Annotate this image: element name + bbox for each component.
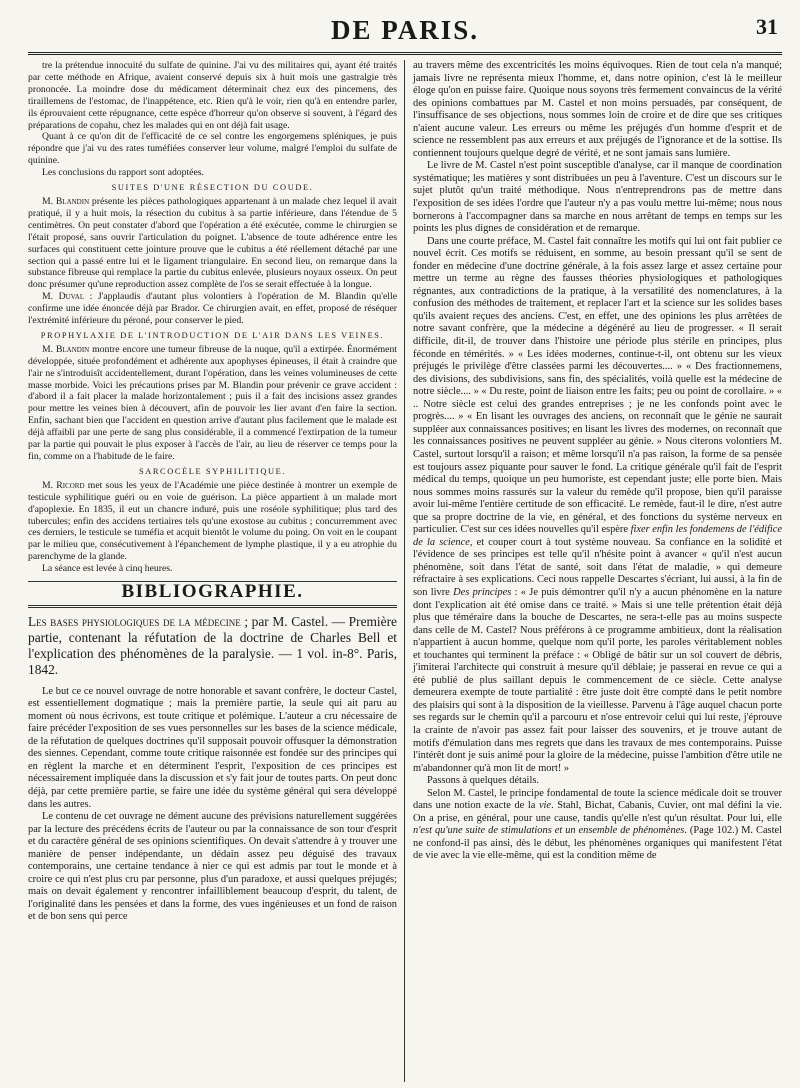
paragraph: au travers même des excentricités les moins équivoques. Rien de tout cela n'a manqué; jamais livre ne représenta mieux l'homme, et, dans notre opinion, c'est là le meilleur éloge qu'on en puisse faire. Quoique nous soyons très fermement convaincus de la vérité des opinions combattues par M. Castel et non moins persuadés, par conséquent, de l'insuffisance de ses objections, nous sommes loin de croire et de dire que ses critiques n'aient aucune valeur. Les erreurs ou même les préjugés d'un homme d'esprit et de science ne ressemblent pas aux erreurs et aux préjugés de l'ignorance et de la sottise. Ils contiennent toujours quelque degré de vérité, et ne sont jamais sans lumière. [413, 60, 782, 159]
paragraph [28, 291, 397, 327]
italic-text: fixer enfin les fondemens de l'édifice de la science [413, 524, 782, 548]
paragraph-text: : J'applaudis d'autant plus volontiers à l'opération de M. Blandin qu'elle confirme une idée énoncée déjà par Brador. Ce chirurgien avait, en effet, proposé de réséquer l'extrémité inférieure du péroné, pour conserver le pied. [28, 291, 397, 327]
paragraph: Quant à ce qu'on dit de l'efficacité de ce sel contre les engorgemens spléniques, je puis répondre que j'ai vu des rates tuméfiées conserver leur volume, malgré l'emploi du sulfate de quinine. [28, 131, 397, 167]
page-number: 31 [756, 14, 778, 39]
masthead [28, 8, 782, 55]
paragraph [413, 788, 782, 863]
left-column [28, 60, 405, 1082]
speaker-name: M. Ricord [42, 479, 85, 491]
book-title-main: Les bases physiologiques de la médecine [28, 613, 241, 629]
italic-text: vie [538, 800, 552, 812]
paragraph-text: met sous les yeux de l'Académie une pièce destinée à montrer un exemple de testicule syphilitique guéri ou en voie de guérison. La pièce appartient à un malade mort d'apoplexie. En 1835, il eut un chancre induré, puis une roséole syphilitique; plus tard des tubercules; enfin des accidens tertiaires tels qu'une exostose au cubitus ; concurremment avec ces derniers, le testicule se tuméfia et acquit bientôt le volume du poing. On voit en le coupant par le milieu que, consécutivement à l'épanchement de lymphe plastique, il y a eu atrophie du parenchyme de la glande. [28, 479, 397, 563]
paragraph-text: . (Page 102.) M. Castel ne confond-il pas ainsi, dès le début, les phénomènes organiques qui manifestent l'état de vie avec la vie elle-même, qui est la condition même de [413, 825, 782, 862]
newspaper-page [28, 8, 782, 1082]
page-title: DE PARIS. [330, 14, 480, 45]
book-title-rest: ; par M. Castel. — Première partie, contenant la réfutation de la doctrine de Charles Bell et l'explication des phénomènes de la paralysie. — 1 vol. in-8°. Paris, 1842. [28, 613, 398, 677]
bibliography-heading: BIBLIOGRAPHIE. [121, 581, 304, 603]
book-title [28, 614, 397, 678]
speaker-name: M. Blandin [42, 195, 90, 207]
italic-text: n'est qu'une suite de stimulations et un ensemble de phénomènes [413, 825, 685, 837]
paragraph [28, 344, 397, 463]
divider [28, 605, 397, 608]
right-column [405, 60, 782, 1082]
paragraph-text: Selon M. Castel, le principe fondamental de toute la science médicale doit se trouver dans une notion exacte de la [413, 787, 782, 812]
paragraph: Le but ce ce nouvel ouvrage de notre honorable et savant confrère, le docteur Castel, est essentiellement dogmatique ; mais la première partie, la seule qui ait paru au moment où nous écrivons, est toute critique et polémique. L'auteur a cru nécessaire de faire précéder l'exposition de ses vues personnelles sur les bases de la science médicale, de la réfutation de quelques doctrines qu'il supposait pouvoir offusquer la démonstration des siennes. Cependant, comme toute critique raisonnée est fondée sur des principes qui en règlent la marche et en déterminent l'esprit, l'exposition de ces principes est nécessairement impliquée dans la discussion et s'y fait jour de toutes parts. On peut donc déjà, par cette première partie, se faire une idée du système général qui sera développé dans les autres. [28, 685, 397, 810]
paragraph [28, 196, 397, 291]
paragraph: Le livre de M. Castel n'est point susceptible d'analyse, car il manque de coordination systématique; les matières y sont distribuées un peu à l'aventure. C'est un discours sur le sujet plutôt qu'un traité méthodique. Nous n'entreprendrons pas de mettre dans l'exposition de ses idées l'ordre que l'auteur n'y a pas voulu mettre lui-même; nous nous bornerons à l'accompagner dans sa marche en nous arrêtant de temps en temps sur les points les plus dignes de considération et de remarque. [413, 160, 782, 235]
paragraph-text: présente les pièces pathologiques appartenant à un malade chez lequel il avait pratiqué, il y a huit mois, la résection du cubitus à sa partie inférieure, dans l'étendue de 5 centimètres. On peut constater d'abord que l'opération a été exécutée, comme le chirurgien se l'était proposé, sans ouvrir l'articulation du poignet. L'absence de toute adhérence entre les surfaces qui constituent cette jointure prouve que le cubitus a été réellement détaché par une section qui a passé entre lui et le ligament triangulaire. En second lieu, on remarque dans la substance fibreuse qui remplace la partie du cubitus enlevée, plusieurs noyaux osseux. On peut donc présumer qu'une reproduction assez complète de l'os se serait effectuée à la longue. [28, 195, 397, 291]
paragraph-text: : « Je puis démontrer qu'il n'y a aucun phénomène en la nature dont l'explication ait été omise dans ce traité. » Mais si une telle prétention était déjà plus que téméraire dans la bouche de Descartes, ne sera-t-elle pas au moins suspecte dans celle de M. Castel? Nous préférons à ce programme ambitieux, dont la réalisation n'appartient à aucun homme, quelque nom qu'il porte, les paroles véritablement nobles et touchantes qui terminent la préface : « Obligé de bâtir sur un sol couvert de débris, j'imiterai l'architecte qui construit à mesure qu'il déblaie; je passerai en revue ce qui a été publié de plus saillant depuis le commencement de ce siècle. Cette analyse demeurera exempte de toute partialité : être juste doit être compté dans le petit nombre des plaisirs qui sont à la disposition de la vieillesse. Parvenu à l'âge auquel chacun porte ses regards sur le chemin qu'il a parcouru et n'ose entrevoir celui qui lui reste, j'éprouve la crainte de n'avoir pas assez fait pour laisser des souvenirs, et je trouve autant de motifs d'émulation dans mes regrets que dans les travaux de mes contemporains. Puisse l'intérêt dont je suis animé pour la gloire de la médecine, puisse l'ambition d'être utile ne m'abandonner qu'à mon lit de mort! » [413, 586, 782, 774]
paragraph-text: , et couper court à tout système nouveau. Sa confiance en la solidité et l'évidence de ses principes est telle qu'il n'hésite point à avancer « qu'il n'est aucun phénomène, soit dans l'état de santé, soit dans l'état de maladie, » qui demeure réfractaire à ses explications. Ceci nous rappelle Descartes s'écriant, lui aussi, à la fin de son livre [413, 536, 782, 598]
section-heading: PROPHYLAXIE DE L'INTRODUCTION DE L'AIR DANS LES VEINES. [40, 330, 385, 340]
paragraph [413, 236, 782, 776]
italic-text: Des principes [453, 586, 512, 598]
academy-report [28, 60, 397, 575]
paragraph: Le contenu de cet ouvrage ne dément aucune des prévisions naturellement suggérées par la lecture des précédens écrits de l'auteur ou par la connaissance de son tour d'esprit et du caractère général de ses opinions scientifiques. On devait s'attendre à y trouver une manière de penser indépendante, un dédain assez peu déguisé des travaux contemporains, une certaine tendance à nier ce qui est admis par tout le monde et à croire ce qui n'est plus cru par personne, plus d'un paradoxe, et aussi quelques préjugés; mais on devait également y rencontrer infailliblement beaucoup d'esprit, du talent, de l'originalité dans les pensées et dans la forme, des vues ingénieuses et un fond de raison et de bon sens qui perce [28, 811, 397, 923]
paragraph-text: montre encore une tumeur fibreuse de la nuque, qu'il a extirpée. Énormément développée, située profondément et adhérente aux apophyses épineuses, il était à craindre que l'air ne s'introduisît accidentellement, durant l'opération, dans les veines volumineuses de cette masse morbide. Voici les précautions prises par M. Blandin pour prévenir ce grave accident : d'abord il a fait placer la malade horizontalement ; puis il a fait des incisions assez grandes pour mettre les veines bien à découvert, afin de pouvoir les lier avant d'en faire la section. Enfin, sachant bien que l'accident en question arrive d'autant plus facilement que le malade est déjà affaibli par une perte de sang plus considérable, il a commencé l'extirpation de la tumeur par la partie qui pouvait le plus exposer à l'accès de l'air, au lieu de réserver ce temps pour la fin, comme on a l'habitude de le faire. [28, 343, 397, 462]
paragraph: Passons à quelques détails. [427, 775, 539, 787]
speaker-name: M. Blandin [42, 343, 90, 355]
section-heading: SUITES D'UNE RÉSECTION DU COUDE. [111, 183, 314, 193]
section-heading: SARCOCÈLE SYPHILITIQUE. [138, 466, 287, 476]
paragraph-text: Dans une courte préface, M. Castel fait connaître les motifs qui lui ont fait publier ce nouvel écrit. Ces motifs se réduisent, en somme, au besoin pressant qu'il se sent de fonder en médecine d'une doctrine générale, à la fois assez large et assez certaine pour mettre un terme au règne des fausses théories physiologiques et pathologiques régnantes, aux contradictions de la pratique, à la versatilité des nomenclatures, à la confusion des méthodes de traitement, et replacer l'art et la science sur les solides bases qu'ils avaient reçues des anciens. C'est, en effet, une des opinions les plus arrêtées de notre savant confrère, que la médecine a dégénéré au lieu de progresser. « Il serait difficile, dit-il, de trouver dans l'histoire une période plus stérile en principes, plus féconde en témérités. » « Les idées modernes, continue-t-il, ont obtenu sur les vieux préjugés le privilège d'être classées parmi les découvertes.... » « Des fractionnemens, des divisions, des subdivisions, sans fin, des spécialités, voilà quelle est la médecine de notre siècle.... » « Du reste, point de liaison entre les faits; peu ou point de corollaire. » « .. Notre siècle est celui des grandes entreprises ; je ne les confonds point avec le progrès.... » « En lisant les ouvrages des anciens, on reconnaît que le génie ne saurait suppléer aux connaissances positives; en lisant les livres des modernes, on reconnaît que les connaissances positives ne peuvent suppléer au génie. » Nous citerons volontiers M. Castel, surtout lorsqu'il a raison; et même lorsqu'il n'a pas raison, la forme de sa pensée est toujours assez piquante pour sauver le fond. La critique générale qu'il fait de l'esprit médical du temps, quoique un peu humoriste, est cependant juste; elle porte bien. Mais nous sommes moins rassurés sur la valeur du remède qu'il propose, bien qu'il paraisse avoir lui-même l'entière certitude de son efficacité. Le remède, faut-il le dire, n'est autre que sa propre doctrine de la vie, en général, et des fonctions du système nerveux en particulier. C'est sur ces idées nouvelles qu'il espère [413, 235, 782, 536]
paragraph [28, 480, 397, 563]
columns [28, 60, 782, 1082]
paragraph: tre la prétendue innocuité du sulfate de quinine. J'ai vu des militaires qui, ayant été traités par cette méthode en Afrique, avaient conservé depuis six à huit mois une gastralgie très prononcée. La moindre dose du médicament déterminait chez eux des pincemens, des tiraillemens de l'estomac, de l'inappétence, etc. Rien qu'à le voir, rien qu'à en entendre parler, ils éprouvaient cette répugnance, cette espèce d'horreur qu'on observe si souvent, à l'égard des préparations de copahu, chez les malades qui en ont déjà fait usage. [28, 60, 397, 131]
paragraph-text: . Stahl, Bichat, Cabanis, Cuvier, ont mal défini la vie. On a prise, en général, pour une cause, tandis qu'elle n'est qu'un résultat. Pour lui, elle [413, 800, 782, 824]
speaker-name: M. Duval [42, 291, 85, 303]
paragraph: La séance est levée à cinq heures. [42, 563, 173, 575]
paragraph: Les conclusions du rapport sont adoptées. [42, 167, 204, 179]
